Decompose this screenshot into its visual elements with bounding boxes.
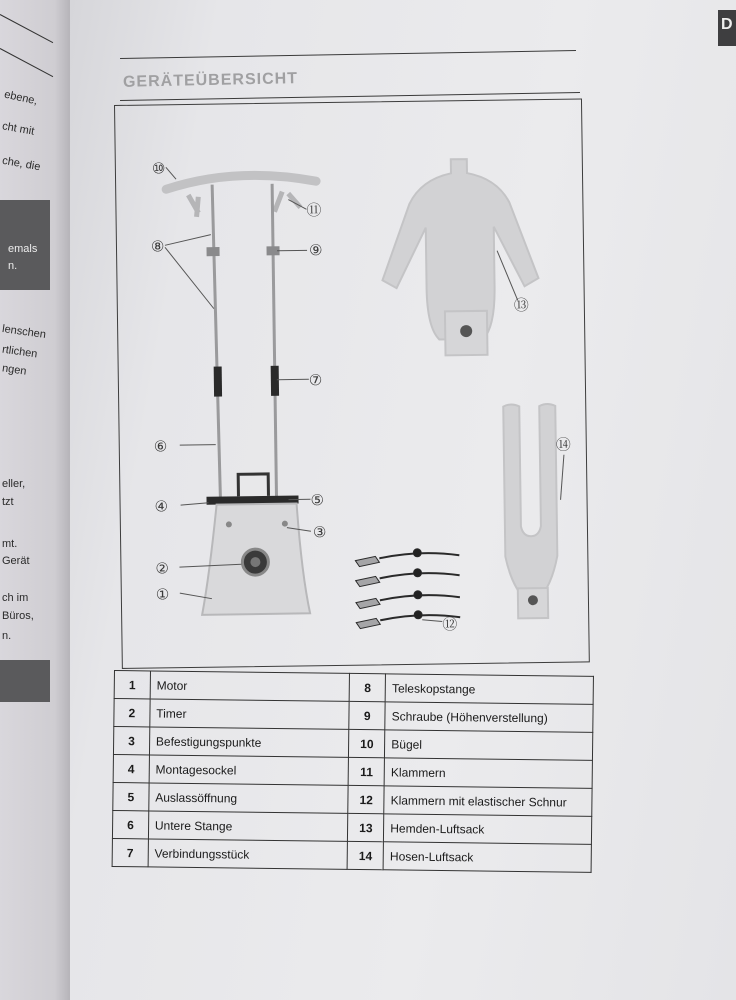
left-page-text: n. [2,630,12,642]
callout-2: ② [155,559,170,578]
part-name: Untere Stange [148,811,348,841]
leader-12 [422,619,442,621]
part-name: Hosen-Luftsack [383,842,591,873]
hanger-hook-right [274,191,300,211]
left-page-text: tzt [2,496,14,508]
left-page-text: Gerät [2,555,30,567]
part-name: Klammern mit elastischer Schnur [384,786,592,817]
part-number: 3 [113,727,149,755]
part-number: 4 [113,754,149,782]
pole-right [272,184,276,504]
callout-12: ⑫ [442,615,458,634]
part-number: 14 [347,841,383,869]
callout-14: ⑭ [555,435,571,454]
callout-9: ⑨ [308,241,323,260]
table-row [112,838,591,872]
left-page-text: eller, [2,478,26,490]
left-page-text: n. [8,260,18,272]
part-name: Hemden-Luftsack [384,814,592,845]
pole-left [212,185,220,505]
part-name: Klammern [384,758,592,789]
manual-page [70,0,736,1000]
callout-3: ③ [312,523,327,542]
part-name: Montagesockel [149,755,349,785]
part-number: 5 [113,782,149,810]
hanger-bar [166,174,316,189]
language-tab [718,10,736,46]
connector-right [271,366,279,396]
part-name: Verbindungsstück [148,839,348,869]
callout-6: ⑥ [153,437,168,456]
device-overview-figure [114,98,590,668]
leader-14 [560,455,565,500]
part-name: Motor [150,671,350,701]
screw-left [207,248,219,256]
steam-stand [166,174,325,615]
part-number: 1 [114,671,150,699]
left-page-text: che, die [1,154,42,174]
hanger-hook-left [188,195,198,217]
left-page-text: mt. [2,538,18,550]
parts-table [112,670,594,873]
left-page-text: lenschen [1,322,47,342]
part-number: 2 [114,699,150,727]
part-number: 7 [112,838,148,866]
part-number: 10 [349,729,385,757]
part-number: 9 [349,701,385,729]
trouser-legs [503,404,558,613]
part-number: 8 [350,673,386,701]
callout-13: ⑬ [513,296,529,315]
callout-5: ⑤ [310,491,325,510]
callout-7: ⑦ [308,371,323,390]
connector-left [214,367,222,397]
part-number: 12 [348,785,384,813]
left-page-text: cht mit [1,120,36,138]
left-page-text: ch im [2,592,29,604]
callout-10: ⑩ [151,159,166,178]
part-name: Timer [150,699,350,729]
callout-1: ① [155,585,170,604]
base-handle [238,474,268,496]
language-tab-letter: D [721,16,733,33]
part-number: 11 [348,757,384,785]
shirt-airbag [381,158,540,356]
part-name: Auslassöffnung [149,783,349,813]
trouser-airbag [503,404,558,619]
part-name: Befestigungspunkte [149,727,349,757]
part-number: 13 [348,813,384,841]
callout-8: ⑧ [150,237,165,256]
left-page-text: emals [8,243,38,255]
left-page-text: rtlichen [1,343,39,361]
left-page-edge [0,0,78,1000]
left-page-rule [0,14,53,43]
section-title: GERÄTEÜBERSICHT [122,70,299,91]
left-page-text: ngen [1,362,28,378]
left-page-rule [0,48,53,77]
device-illustration [115,99,589,667]
callout-11: ⑪ [306,201,322,220]
callout-4: ④ [154,497,169,516]
part-name: Teleskopstange [385,674,593,705]
part-name: Bügel [385,730,593,761]
left-page-text: Büros, [2,610,34,622]
left-page-text: ebene, [3,88,39,108]
header-rule-top [120,50,576,59]
part-name: Schraube (Höhenverstellung) [385,702,593,733]
left-page-dark-box [0,660,50,702]
part-number: 6 [112,810,148,838]
